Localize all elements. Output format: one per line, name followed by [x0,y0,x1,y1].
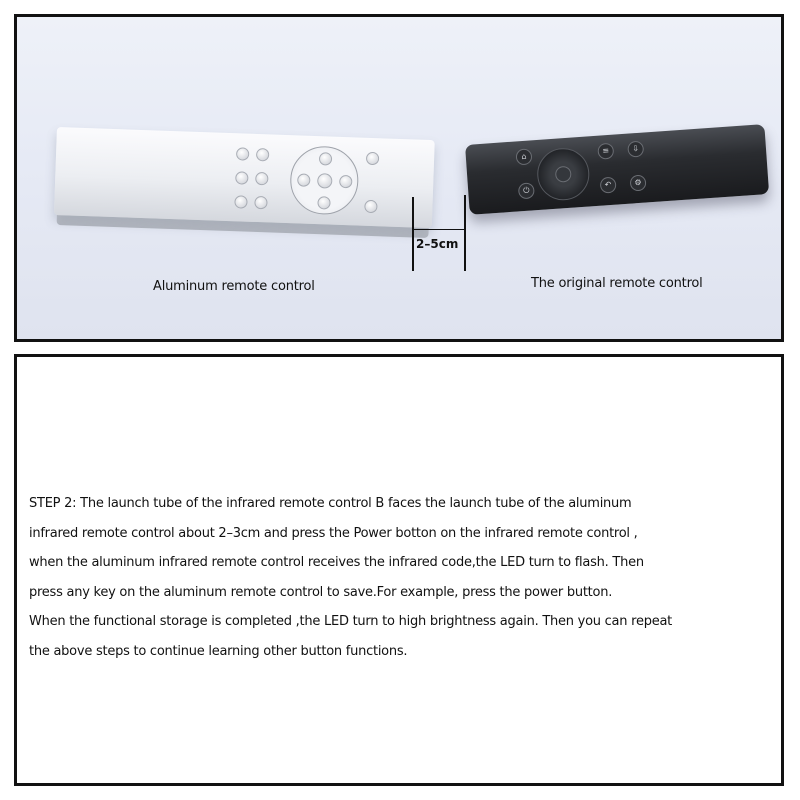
instruction-line: STEP 2: The launch tube of the infrared remote control B faces the launch tube of the aluminum [29,496,632,511]
gap-marker-right [464,195,466,271]
gap-marker-line [412,229,464,230]
instruction-line: the above steps to continue learning other button functions. [29,643,408,659]
original-remote-image [465,124,769,215]
remote-button-icon [236,147,249,160]
input-icon: ⇩ [627,141,644,158]
instruction-line: infrared remote control about 2–3cm and press the Power botton on the infrared remote control , [29,525,638,541]
aluminum-remote-caption: Aluminum remote control [153,279,315,294]
remote-button-icon [234,195,247,208]
original-remote-caption: The original remote control [531,276,703,291]
step-2-instructions [29,489,773,666]
distance-label: 2–5cm [416,237,459,251]
aluminum-remote-image [54,127,435,228]
instruction-line: When the functional storage is completed ,the LED turn to high brightness again. Then you can repeat [29,614,673,629]
instructions-panel [14,354,784,786]
remote-button-icon [364,200,377,213]
home-icon: ⌂ [515,148,532,165]
remote-button-icon [256,148,269,161]
power-icon: ⏻ [518,182,535,199]
product-photo-panel [14,14,784,342]
instruction-line: when the aluminum infrared remote control receives the infrared code,the LED turn to flash. Then [29,555,644,570]
gap-marker-left [412,197,414,271]
remote-button-icon [254,196,267,209]
instruction-line: press any key on the aluminum remote control to save.For example, press the power button. [29,584,613,600]
menu-icon: ≡ [597,143,614,160]
remote-button-icon [235,171,248,184]
remote-button-icon [366,152,379,165]
remote-button-icon [255,172,268,185]
back-icon: ↶ [600,177,617,194]
settings-icon: ⚙ [630,174,647,191]
